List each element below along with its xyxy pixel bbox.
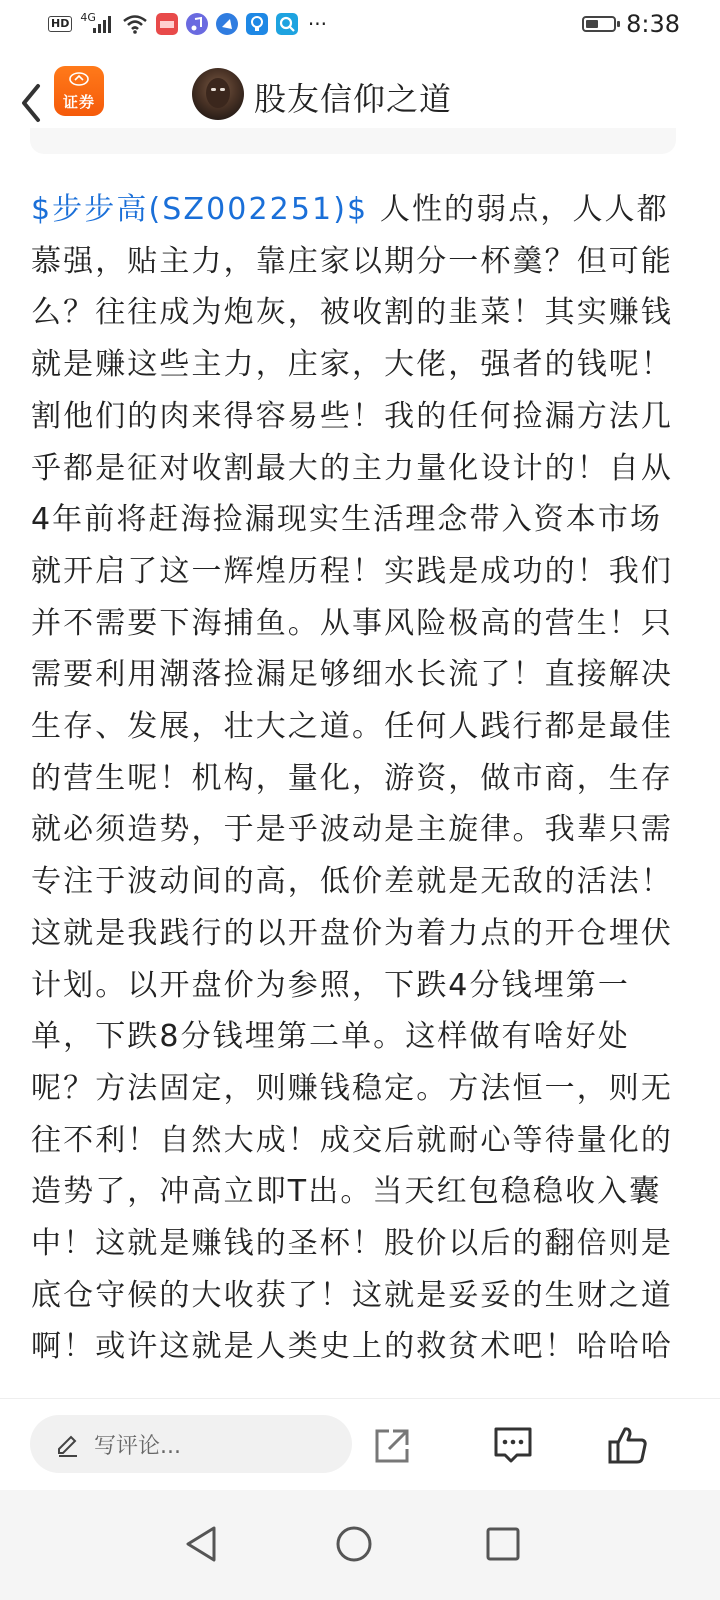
author-name[interactable]: 股友信仰之道 [254, 80, 453, 118]
music-app-icon [186, 13, 208, 35]
clock: 8:38 [626, 10, 680, 38]
logo-mark-icon [69, 72, 89, 86]
post-text: 人性的弱点，人人都慕强，贴主力，靠庄家以期分一杯羹？但可能么？往往成为炮灰，被收割的韭菜！其实赚钱就是赚这些主力，庄家，大佬，强者的钱呢！割他们的肉来得容易些！我的任何捡漏方法几乎都是征对收割最大的主力量化设计的！自从4年前将赶海捡漏现实生活理念带入资本市场就开启了这一辉煌历程！实践是成功的！我们并不需要下海捕鱼。从事风险极高的营生！只需要利用潮落捡漏足够细水长流了！直接解决生存、发展，壮大之道。任何人践行都是最佳的营生呢！机构，量化，游资，做市商，生存就必须造势，于是乎波动是主旋律。我辈只需专注于波动间的高，低价差就是无敌的活法！这就是我践行的以开盘价为着力点的开仓埋伏计划。以开盘价为参照，下跌4分钱埋第一单，下跌8分钱埋第二单。这样做有啥好处呢？方法固定，则赚钱稳定。方法恒一，则无往不利！自然大成！成交后就耐心等待量化的造势了，冲高立即T出。当天红包稳稳收入囊中！这就是赚钱的圣杯！股价以后的翻倍则是底仓守候的大收获了！这就是妥妥的生财之道啊！或许这就是人类史上的救贫术吧！哈哈哈 [31, 192, 673, 1365]
battery-level [586, 20, 598, 28]
comment-input[interactable] [30, 1415, 352, 1473]
signal-icon [80, 10, 114, 34]
app-logo[interactable] [54, 66, 104, 116]
search-app-icon [276, 13, 298, 35]
status-bar [0, 0, 720, 48]
nav-back-button[interactable] [182, 1524, 222, 1564]
app-logo-text: 证券 [62, 93, 95, 111]
browser-app-icon [216, 13, 238, 35]
avatar-eye [211, 88, 216, 91]
circle-home-icon [334, 1524, 374, 1564]
back-button[interactable] [14, 68, 50, 124]
reply-button[interactable] [491, 1423, 535, 1467]
quoted-card-bottom [30, 128, 676, 154]
avatar-eye [220, 88, 225, 91]
news-app-icon [156, 13, 178, 35]
wifi-icon [122, 14, 148, 34]
status-right [582, 10, 680, 38]
post-body [31, 184, 691, 1373]
avatar[interactable] [192, 68, 244, 120]
comment-placeholder: 写评论... [94, 1433, 181, 1459]
back-arrow-icon [14, 68, 50, 124]
bulb-app-icon [246, 13, 268, 35]
avatar-face [206, 78, 230, 108]
square-recents-icon [483, 1524, 523, 1564]
network-type: 4G [80, 10, 96, 24]
share-button[interactable] [371, 1423, 415, 1467]
nav-recents-button[interactable] [483, 1524, 523, 1564]
thumbs-up-icon [606, 1423, 650, 1467]
pen-icon [56, 1431, 80, 1457]
more-notifications: ··· [307, 12, 327, 36]
share-icon [371, 1423, 415, 1467]
action-bar [0, 1398, 720, 1491]
hd-icon: HD [48, 16, 72, 32]
stock-tag-link[interactable]: $步步高(SZ002251)$ [31, 192, 369, 227]
triangle-back-icon [182, 1524, 222, 1564]
comment-bubble-icon [491, 1423, 535, 1467]
battery-icon [582, 16, 616, 32]
header [0, 56, 720, 136]
nav-home-button[interactable] [334, 1524, 374, 1564]
system-nav-bar [0, 1490, 720, 1600]
status-left [48, 12, 327, 36]
like-button[interactable] [606, 1423, 650, 1467]
